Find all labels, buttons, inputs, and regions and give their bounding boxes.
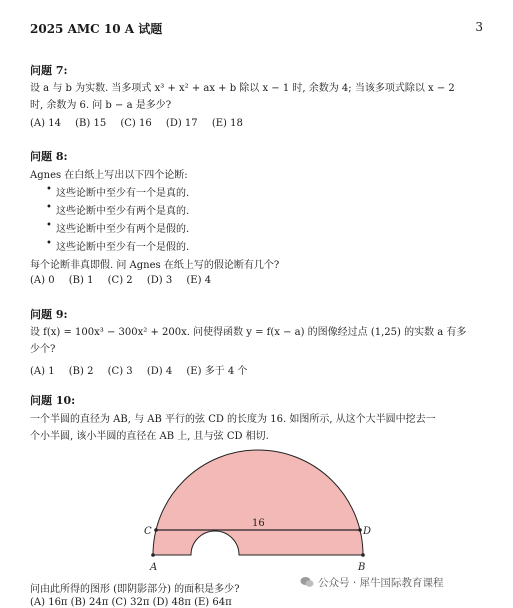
- problem-8-statement-2: • 这些论断中至少有两个是真的.: [56, 202, 189, 217]
- problem-10-text-line-2: 个小半圆, 该小半圆的直径在 AB 上, 且与弦 CD 相切.: [30, 431, 269, 442]
- problem-10-choices-cut: (A) 16π (B) 24π (C) 32π (D) 48π (E) 64π: [30, 597, 232, 608]
- choice-c: (C) 16: [120, 118, 152, 129]
- problem-7-text-line-2: 时, 余数为 6. 问 b − a 是多少?: [30, 100, 172, 111]
- exam-title: 2025 AMC 10 A 试题: [30, 22, 163, 36]
- wechat-icon: [300, 576, 314, 588]
- problem-7-text-line-1: 设 a 与 b 为实数. 当多项式 x³ + x² + ax + b 除以 x − 1 时, 余数为 4; 当该多项式除以 x − 2: [30, 83, 455, 94]
- chord-length-label: 16: [252, 518, 265, 529]
- problem-9-text-line-1: 设 f(x) = 100x³ − 300x² + 200x. 问使得函数 y = f(x − a) 的图像经过点 (1,25) 的实数 a 有多: [30, 327, 467, 338]
- choice-b: (B) 15: [75, 118, 107, 129]
- choice-a: (A) 1: [30, 366, 55, 377]
- choice-a: (A) 14: [30, 118, 61, 129]
- problem-9-heading: 问题 9:: [30, 308, 68, 321]
- choice-d: (D) 4: [146, 366, 173, 377]
- label-d: D: [363, 526, 372, 537]
- point-d: [358, 528, 362, 532]
- label-c: C: [144, 526, 152, 537]
- choice-c: (C) 2: [107, 275, 133, 286]
- problem-10-text-line-1: 一个半圆的直径为 AB, 与 AB 平行的弦 CD 的长度为 16. 如图所示, 从这个大半圆中挖去一: [30, 414, 436, 425]
- problem-7-heading: 问题 7:: [30, 64, 68, 77]
- watermark: [300, 575, 444, 590]
- problem-8-question: 每个论断非真即假. 问 Agnes 在纸上写的假论断有几个?: [30, 260, 280, 271]
- choice-e: (E) 18: [211, 118, 243, 129]
- problem-10-heading: 问题 10:: [30, 394, 76, 407]
- choice-d: (D) 3: [146, 275, 173, 286]
- choice-b: (B) 1: [68, 275, 94, 286]
- problem-8-intro: Agnes 在白纸上写出以下四个论断:: [30, 170, 188, 181]
- choice-d: (D) 17: [165, 118, 198, 129]
- label-a: A: [150, 562, 158, 573]
- point-a: [151, 553, 155, 557]
- problem-9-text-line-2: 少个?: [30, 344, 56, 355]
- choice-b: (B) 2: [68, 366, 94, 377]
- point-c: [154, 528, 158, 532]
- page-number: 3: [475, 20, 483, 34]
- choice-e: (E) 多于 4 个: [186, 366, 248, 377]
- point-b: [361, 553, 365, 557]
- problem-10-question: 问由此所得的图形 (即阴影部分) 的面积是多少?: [30, 584, 240, 595]
- problem-8-heading: 问题 8:: [30, 150, 68, 163]
- problem-8-statement-1: • 这些论断中至少有一个是真的.: [56, 184, 189, 199]
- watermark-text: 公众号 · 犀牛国际教育课程: [318, 577, 444, 589]
- shaded-region: [153, 450, 363, 555]
- choice-c: (C) 3: [107, 366, 133, 377]
- choice-e: (E) 4: [186, 275, 212, 286]
- problem-8-statement-3: • 这些论断中至少有两个是假的.: [56, 220, 189, 235]
- label-b: B: [358, 562, 366, 573]
- choice-a: (A) 0: [30, 275, 55, 286]
- problem-8-statement-4: • 这些论断中至少有一个是假的.: [56, 238, 189, 253]
